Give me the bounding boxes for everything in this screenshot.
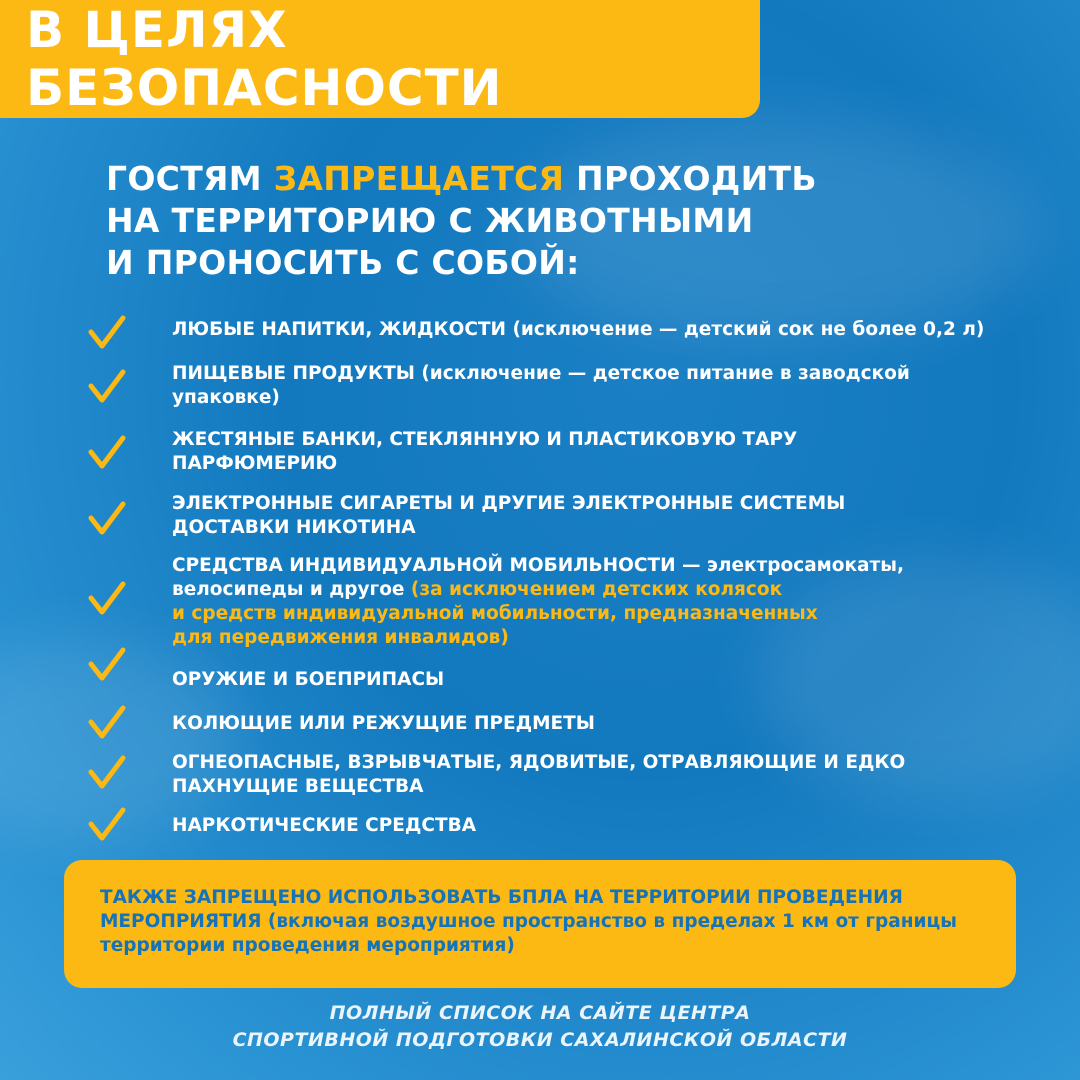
list-item: НАРКОТИЧЕСКИЕ СРЕДСТВА bbox=[172, 815, 477, 836]
list-item: ЛЮБЫЕ НАПИТКИ, ЖИДКОСТИ (исключение — детский сок не более 0,2 л) bbox=[172, 319, 985, 340]
footer-note: ПОЛНЫЙ СПИСОК НА САЙТЕ ЦЕНТРА СПОРТИВНОЙ ПОДГОТОВКИ САХАЛИНСКОЙ ОБЛАСТИ bbox=[232, 1002, 848, 1051]
list-item: КОЛЮЩИЕ ИЛИ РЕЖУЩИЕ ПРЕДМЕТЫ bbox=[172, 713, 595, 734]
list-item: ПИЩЕВЫЕ ПРОДУКТЫ (исключение — детское питание в заводской упаковке) bbox=[172, 363, 910, 408]
check-icon bbox=[86, 366, 128, 408]
list-item: ЖЕСТЯНЫЕ БАНКИ, СТЕКЛЯННУЮ И ПЛАСТИКОВУЮ ТАРУ ПАРФЮМЕРИЮ bbox=[172, 429, 798, 474]
check-icon bbox=[86, 578, 128, 620]
check-icon bbox=[86, 432, 128, 474]
intro-line-1: ГОСТЯМ ЗАПРЕЩАЕТСЯ ПРОХОДИТЬ bbox=[106, 159, 817, 198]
list-item: ОГНЕОПАСНЫЕ, ВЗРЫВЧАТЫЕ, ЯДОВИТЫЕ, ОТРАВЛЯЮЩИЕ И ЕДКО ПАХНУЩИЕ ВЕЩЕСТВА bbox=[172, 752, 906, 797]
check-icon bbox=[86, 498, 128, 540]
list-item: ЭЛЕКТРОННЫЕ СИГАРЕТЫ И ДРУГИЕ ЭЛЕКТРОННЫЕ СИСТЕМЫ ДОСТАВКИ НИКОТИНА bbox=[172, 493, 846, 538]
intro-line-2: НА ТЕРРИТОРИЮ С ЖИВОТНЫМИ bbox=[106, 201, 754, 240]
intro-line-3: И ПРОНОСИТЬ С СОБОЙ: bbox=[106, 243, 580, 282]
check-icon bbox=[86, 702, 128, 744]
intro-accent: ЗАПРЕЩАЕТСЯ bbox=[273, 159, 565, 198]
check-icon bbox=[86, 752, 128, 794]
drone-notice: ТАКЖЕ ЗАПРЕЩЕНО ИСПОЛЬЗОВАТЬ БПЛА НА ТЕРРИТОРИИ ПРОВЕДЕНИЯ МЕРОПРИЯТИЯ (включая воздушное пространство в пределах 1 км от границы территории проведения мероприятия) bbox=[64, 860, 1016, 988]
check-icon bbox=[86, 312, 128, 354]
check-icon bbox=[86, 644, 128, 686]
list-item: СРЕДСТВА ИНДИВИДУАЛЬНОЙ МОБИЛЬНОСТИ — электросамокаты, велосипеды и другое (за исключением детских колясок и средств индивидуальной мобильности, предназначенных для передвижения инвалидов) bbox=[172, 555, 905, 648]
list-item: ОРУЖИЕ И БОЕПРИПАСЫ bbox=[172, 669, 445, 690]
check-icon bbox=[86, 804, 128, 846]
page-title: В ЦЕЛЯХ БЕЗОПАСНОСТИ bbox=[26, 1, 503, 117]
